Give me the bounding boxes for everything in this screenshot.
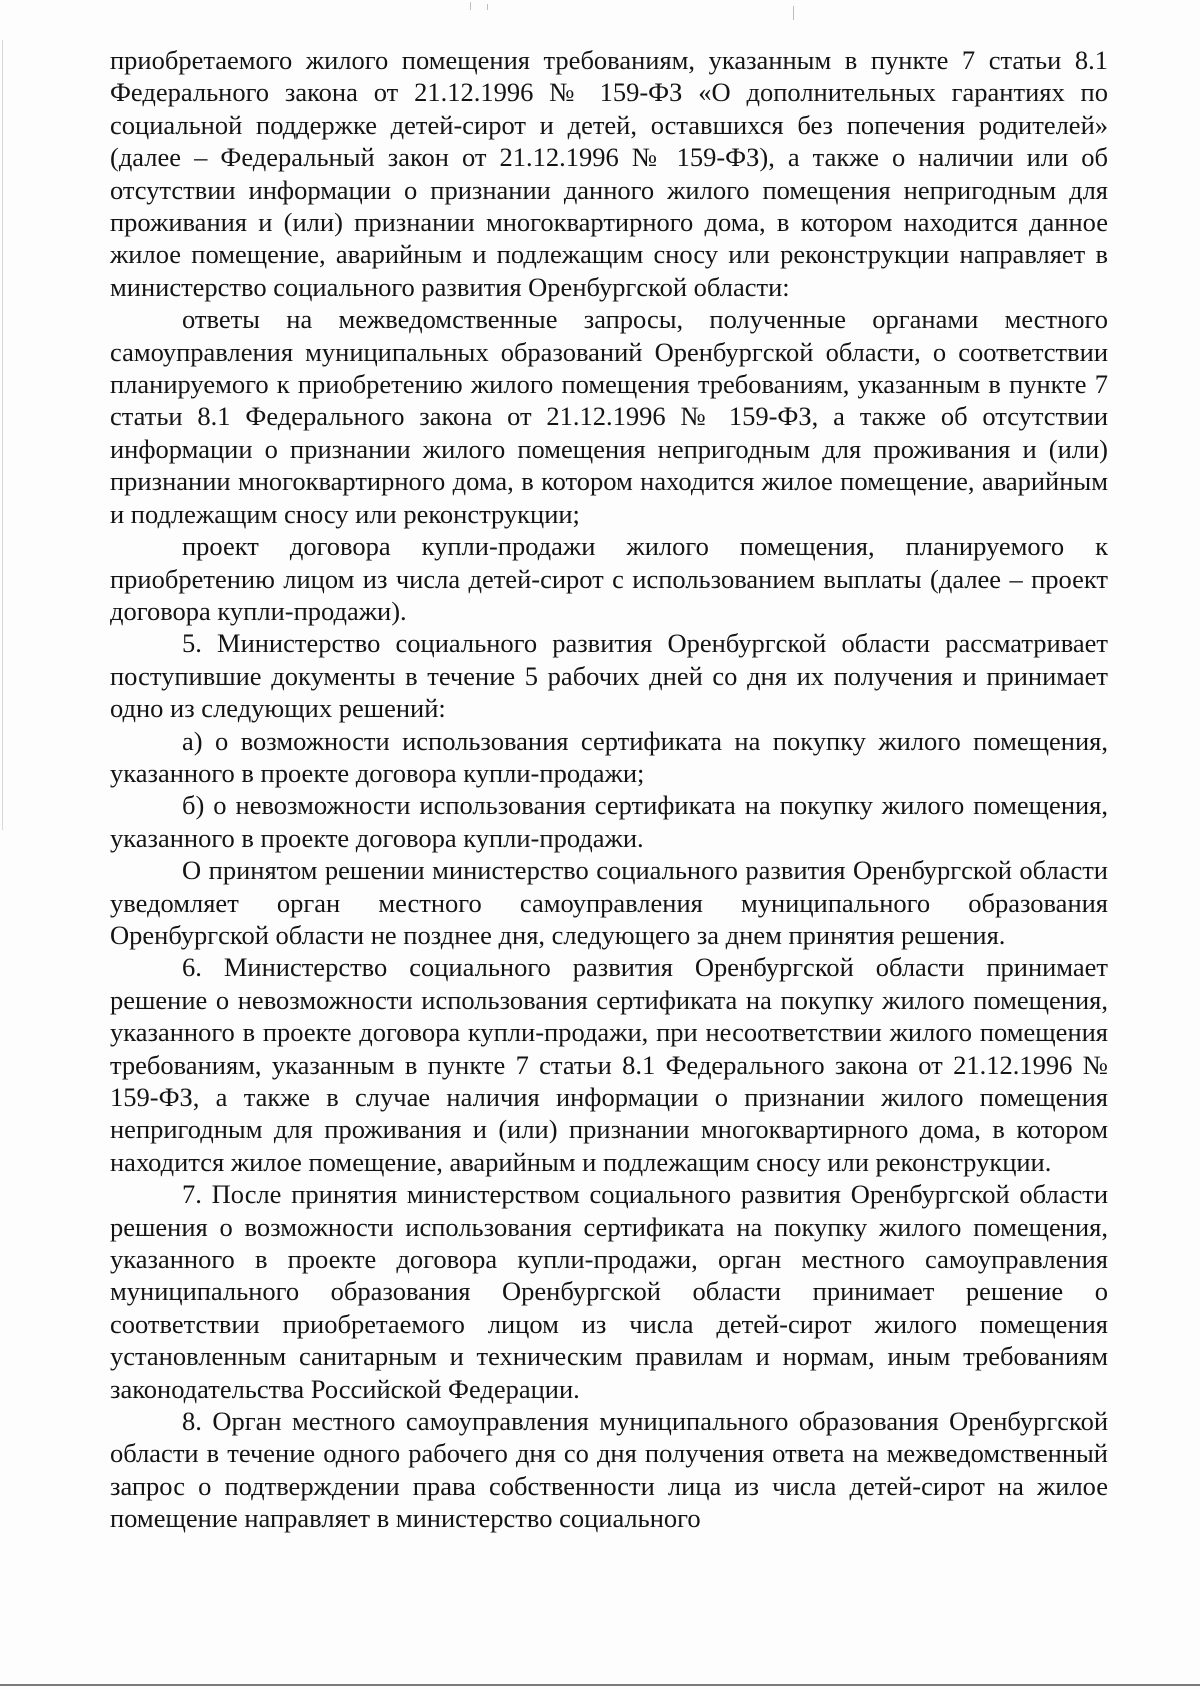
paragraph-continuation: приобретаемого жилого помещения требованиям, указанным в пункте 7 статьи 8.1 Федерального закона от 21.12.1996 № 159-ФЗ «О дополнительных гарантиях по социальной поддержке детей-сирот и детей, оставшихся без попечения родителей» (далее – Федеральный закон от 21.12.1996 № 159-ФЗ), а также о наличии или об отсутствии информации о признании данного жилого помещения непригодным для проживания и (или) признании многоквартирного дома, в котором находится данное жилое помещение, аварийным и подлежащим сносу или реконструкции направляет в министерство социального развития Оренбургской области: [110, 45, 1108, 302]
page-bottom-edge [0, 1684, 1200, 1686]
paragraph-item-5: 5. Министерство социального развития Оренбургской области рассматривает поступившие документы в течение 5 рабочих дней со дня их получения и принимает одно из следующих решений: [110, 628, 1108, 724]
paragraph-item-5a: а) о возможности использования сертификата на покупку жилого помещения, указанного в проекте договора купли-продажи; [110, 725, 1108, 788]
scan-speck [470, 2, 471, 10]
document-body [110, 44, 1108, 1535]
scan-speck [793, 6, 794, 20]
paragraph-decision-notice: О принятом решении министерство социального развития Оренбургской области уведомляет орган местного самоуправления муниципального образования Оренбургской области не позднее дня, следующего за днем принятия решения. [110, 855, 1108, 950]
scan-edge-line [2, 40, 3, 830]
paragraph-draft-contract: проект договора купли-продажи жилого помещения, планируемого к приобретению лицом из числа детей-сирот с использованием выплаты (далее – проект договора купли-продажи). [110, 531, 1108, 626]
paragraph-item-8: 8. Орган местного самоуправления муниципального образования Оренбургской области в течение одного рабочего дня со дня получения ответа на межведомственный запрос о подтверждении права собственности лица из числа детей-сирот на жилое помещение направляет в министерство социального [110, 1406, 1108, 1534]
paragraph-item-7: 7. После принятия министерством социального развития Оренбургской области решения о возможности использования сертификата на покупку жилого помещения, указанного в проекте договора купли-продажи, орган местного самоуправления муниципального образования Оренбургской области принимает решение о соответствии приобретаемого лицом из числа детей-сирот жилого помещения установленным санитарным и техническим правилам и нормам, иным требованиям законодательства Российской Федерации. [110, 1179, 1108, 1404]
paragraph-item-5b: б) о невозможности использования сертификата на покупку жилого помещения, указанного в проекте договора купли-продажи. [110, 790, 1108, 853]
paragraph-interagency-responses: ответы на межведомственные запросы, полученные органами местного самоуправления муниципальных образований Оренбургской области, о соответствии планируемого к приобретению жилого помещения требованиям, указанным в пункте 7 статьи 8.1 Федерального закона от 21.12.1996 № 159-ФЗ, а также об отсутствии информации о признании жилого помещения непригодным для проживания и (или) признании многоквартирного дома, в котором находится жилое помещение, аварийным и подлежащим сносу или реконструкции; [110, 304, 1108, 529]
scan-speck [487, 4, 488, 10]
paragraph-item-6: 6. Министерство социального развития Оренбургской области принимает решение о невозможности использования сертификата на покупку жилого помещения, указанного в проекте договора купли-продажи, при несоответствии жилого помещения требованиям, указанным в пункте 7 статьи 8.1 Федерального закона от 21.12.1996 № 159-ФЗ, а также в случае наличия информации о признании жилого помещения непригодным для проживания и (или) признании многоквартирного дома, в котором находится жилое помещение, аварийным и подлежащим сносу или реконструкции. [110, 952, 1108, 1177]
